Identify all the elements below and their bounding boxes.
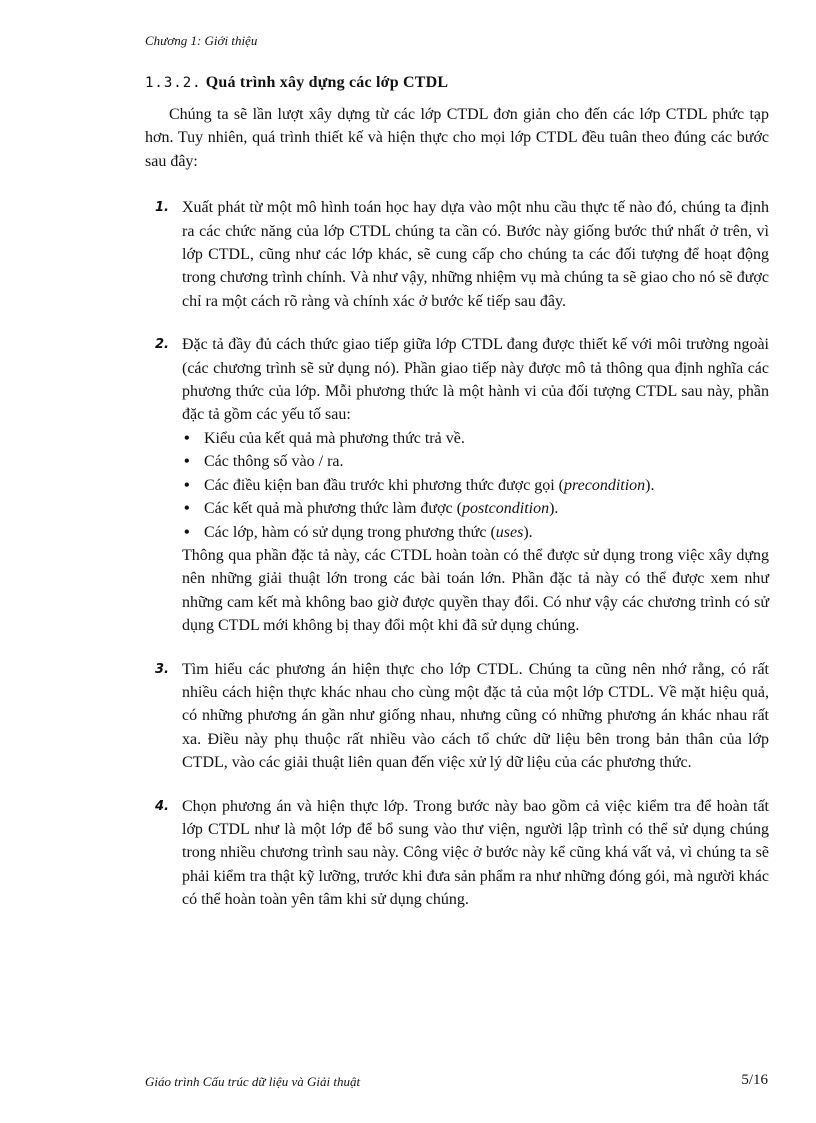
- bullet-icon: •: [184, 523, 190, 541]
- step-continuation: Thông qua phần đặc tả này, các CTDL hoàn toàn có thể được sử dụng trong việc xây dựng nên những giải thuật lớn trong các bài toán lớn. Phần đặc tả này có thể được xem như những cam kết mà không bao giờ được quyền thay đổi. Có như vậy các chương trình có sử dụng CTDL mới không bị thay đổi một khi đã sử dụng chúng.: [182, 546, 769, 635]
- step-2: [145, 333, 769, 637]
- bullet-icon: •: [184, 476, 190, 494]
- section-number: 1.3.2.: [145, 75, 202, 91]
- bullet-icon: •: [184, 500, 190, 518]
- intro-paragraph: Chúng ta sẽ lần lượt xây dựng từ các lớp CTDL đơn giản cho đến các lớp CTDL phức tạp hơn. Tuy nhiên, quá trình thiết kế và hiện thực cho mọi lớp CTDL đều tuân theo đúng các bước sau đây:: [145, 106, 769, 170]
- footer-book-title: Giáo trình Cấu trúc dữ liệu và Giải thuật: [145, 1074, 361, 1089]
- step-1: [145, 196, 769, 313]
- page-body: [145, 103, 769, 912]
- list-item: • Các kết quả mà phương thức làm được (postcondition).: [182, 497, 769, 520]
- bullet-list: [182, 427, 769, 544]
- list-item: • Kiểu của kết quả mà phương thức trả về.: [182, 427, 769, 450]
- step-4: [145, 795, 769, 912]
- bullet-icon: •: [184, 429, 190, 447]
- step-number: 1.: [155, 200, 169, 216]
- step-text: Tìm hiểu các phương án hiện thực cho lớp CTDL. Chúng ta cũng nên nhớ rằng, có rất nhiều cách hiện thực khác nhau cho cùng một đặc tả của một lớp CTDL. Về mặt hiệu quả, có những phương án gần như giống nhau, nhưng cũng có những phương án khác nhau rất xa. Điều này phụ thuộc rất nhiều vào cách tổ chức dữ liệu bên trong bản thân của lớp CTDL, vào các giải thuật liên quan đến việc xử lý dữ liệu của các phương thức.: [182, 660, 769, 772]
- step-text: Chọn phương án và hiện thực lớp. Trong bước này bao gồm cả việc kiểm tra để hoàn tất lớp CTDL như là một lớp để bổ sung vào thư viện, người lập trình có thể sử dụng chúng trong nhiều chương trình sau này. Công việc ở bước này kể cũng khá vất vả, vì chúng ta sẽ phải kiểm tra thật kỹ lưỡng, trước khi đưa sản phẩm ra như những đóng gói, mà người khác có thể hoàn toàn yên tâm khi sử dụng chúng.: [182, 797, 769, 909]
- section-title-text: Quá trình xây dựng các lớp CTDL: [205, 74, 449, 91]
- step-text: Xuất phát từ một mô hình toán học hay dựa vào một nhu cầu thực tế nào đó, chúng ta định ra các chức năng của lớp CTDL chúng ta cần có. Bước này giống bước thứ nhất ở trên, vì lớp CTDL, cũng như các lớp khác, sẽ cung cấp cho chúng ta các đối tượng để hoạt động trong chương trình chính. Và như vậy, những nhiệm vụ mà chúng ta sẽ giao cho nó sẽ được chỉ ra một cách rõ ràng và chính xác ở bước kế tiếp sau đây.: [182, 199, 769, 310]
- step-text: Đặc tả đầy đủ cách thức giao tiếp giữa lớp CTDL đang được thiết kế với môi trường ngoài (các chương trình sẽ sử dụng nó). Phần giao tiếp này được mô tả thông qua định nghĩa các phương thức của lớp. Mỗi phương thức là một hành vi của đối tượng CTDL sau này, phần đặc tả gồm các yếu tố sau:: [182, 336, 769, 424]
- section-heading: [145, 74, 448, 92]
- list-item: • Các điều kiện ban đầu trước khi phương thức được gọi (precondition).: [182, 474, 769, 497]
- list-item: • Các thông số vào / ra.: [182, 450, 769, 473]
- page-number: 5/16: [741, 1072, 768, 1088]
- bullet-icon: •: [184, 453, 190, 471]
- step-number: 2.: [155, 337, 169, 353]
- step-number: 3.: [155, 661, 169, 677]
- running-header: Chương 1: Giới thiệu: [145, 33, 258, 48]
- step-number: 4.: [155, 798, 169, 814]
- step-3: [145, 658, 769, 775]
- list-item: • Các lớp, hàm có sử dụng trong phương thức (uses).: [182, 521, 769, 544]
